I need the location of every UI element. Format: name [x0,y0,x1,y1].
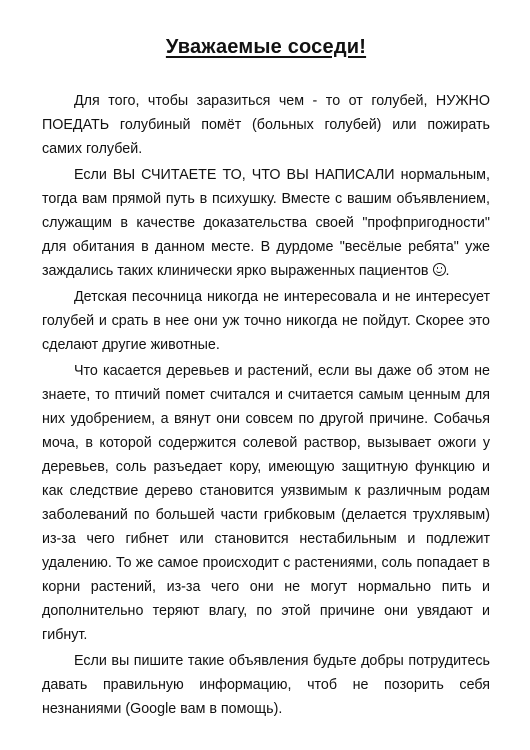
paragraph-2-text: Если ВЫ СЧИТАЕТЕ ТО, ЧТО ВЫ НАПИСАЛИ нормальным, тогда вам прямой путь в психушку. Вместе с вашим объявлением, служащим в качестве доказательства своей "профпригодности" для обитания в данном месте. В дурдоме "весёлые ребята" уже заждались таких клинически ярко выраженных пациентов [42,167,490,279]
paragraph-2 [42,163,490,283]
paragraph-3 [42,285,490,357]
paragraph-4 [42,359,490,647]
paragraph-5 [42,649,490,721]
paragraph-1-text: Для того, чтобы заразиться чем - то от голубей, НУЖНО ПОЕДАТЬ голубиный помёт (больных голубей) или пожирать самих голубей. [42,93,490,157]
paragraph-5-text: Если вы пишите такие объявления будьте добры потрудитесь давать правильную информацию, чтоб не позорить себя незнаниями (Google вам в помощь). [42,653,490,717]
paragraph-1 [42,89,490,161]
paragraph-2-end: . [445,263,450,279]
paragraph-3-text: Детская песочница никогда не интересовала и не интересует голубей и срать в нее они уж точно никогда не пойдут. Скорее это сделают другие животные. [42,289,490,353]
smiley-face-icon [433,263,446,276]
paragraph-4-text: Что касается деревьев и растений, если вы даже об этом не знаете, то птичий помет считался и считается самым ценным для них удобрением, а вянут они совсем по другой причине. Собачья моча, в которой содержится солевой раствор, вызывает ожоги у деревьев, соль разъедает кору, имеющую защитную функцию и как следствие дерево становится уязвимым к различным родам заболеваний по большей части грибковым (делается трухлявым) из-за чего гибнет или становится нестабильным и подлежит удалению. То же самое происходит с растениями, соль попадает в корни растений, из-за чего они не могут нормально пить и дополнительно теряют влагу, по этой причине они увядают и гибнут. [42,363,490,643]
document-title: Уважаемые соседи! [165,36,367,58]
